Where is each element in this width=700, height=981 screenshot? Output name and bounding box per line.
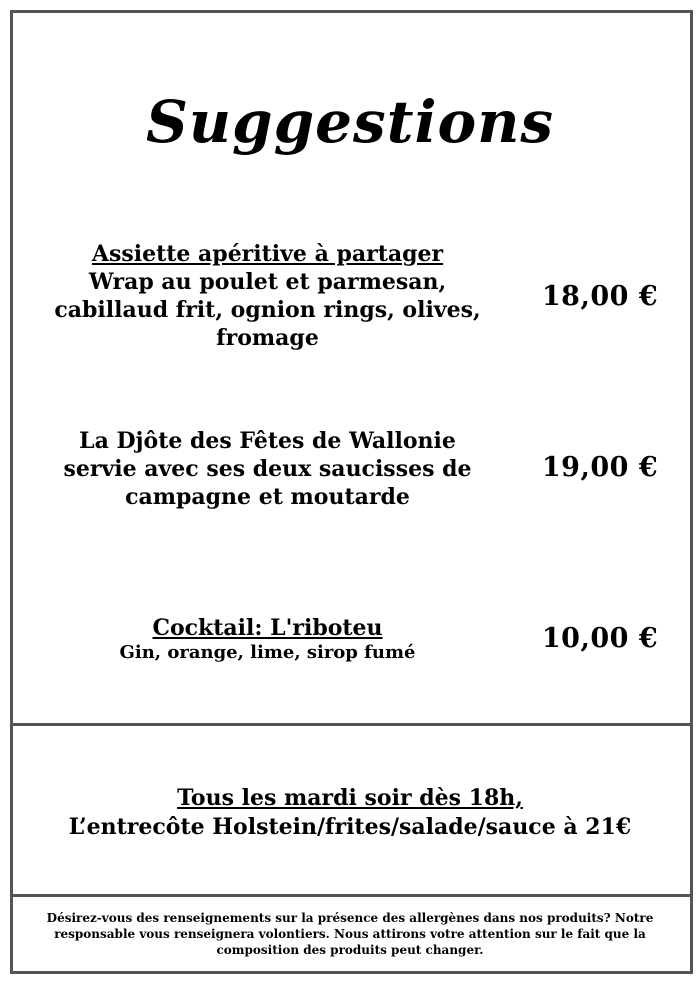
promo-text: L’entrecôte Holstein/frites/salade/sauce à 21€ — [68, 814, 632, 840]
promo-heading: Tous les mardi soir dès 18h, — [177, 785, 523, 811]
menu-item-djote — [20, 427, 515, 511]
section-divider — [10, 723, 690, 726]
menu-item-price: 10,00 € — [541, 623, 659, 654]
menu-item-cocktail — [20, 614, 515, 664]
allergen-note: Désirez-vous des renseignements sur la présence des allergènes dans nos produits? Notre responsable vous renseignera volontiers. Nous attirons votre attention sur le fait que la composition des produits peut changer. — [46, 911, 654, 957]
weekly-promo — [0, 784, 700, 842]
menu-item-heading: Assiette apéritive à partager — [91, 241, 444, 267]
menu-item-heading: Cocktail: L'riboteu — [152, 615, 383, 641]
section-divider — [10, 894, 690, 897]
menu-item-price: 18,00 € — [541, 281, 659, 312]
menu-item-description: Gin, orange, lime, sirop fumé — [119, 642, 416, 663]
menu-item-price: 19,00 € — [541, 452, 659, 483]
menu-item-description: Wrap au poulet et parmesan, cabillaud frit, ognion rings, olives, fromage — [54, 269, 481, 351]
menu-item-aperitif — [20, 240, 515, 352]
page-title: Suggestions — [145, 88, 555, 156]
menu-item-description: La Djôte des Fêtes de Wallonie servie avec ses deux saucisses de campagne et moutarde — [63, 428, 472, 510]
